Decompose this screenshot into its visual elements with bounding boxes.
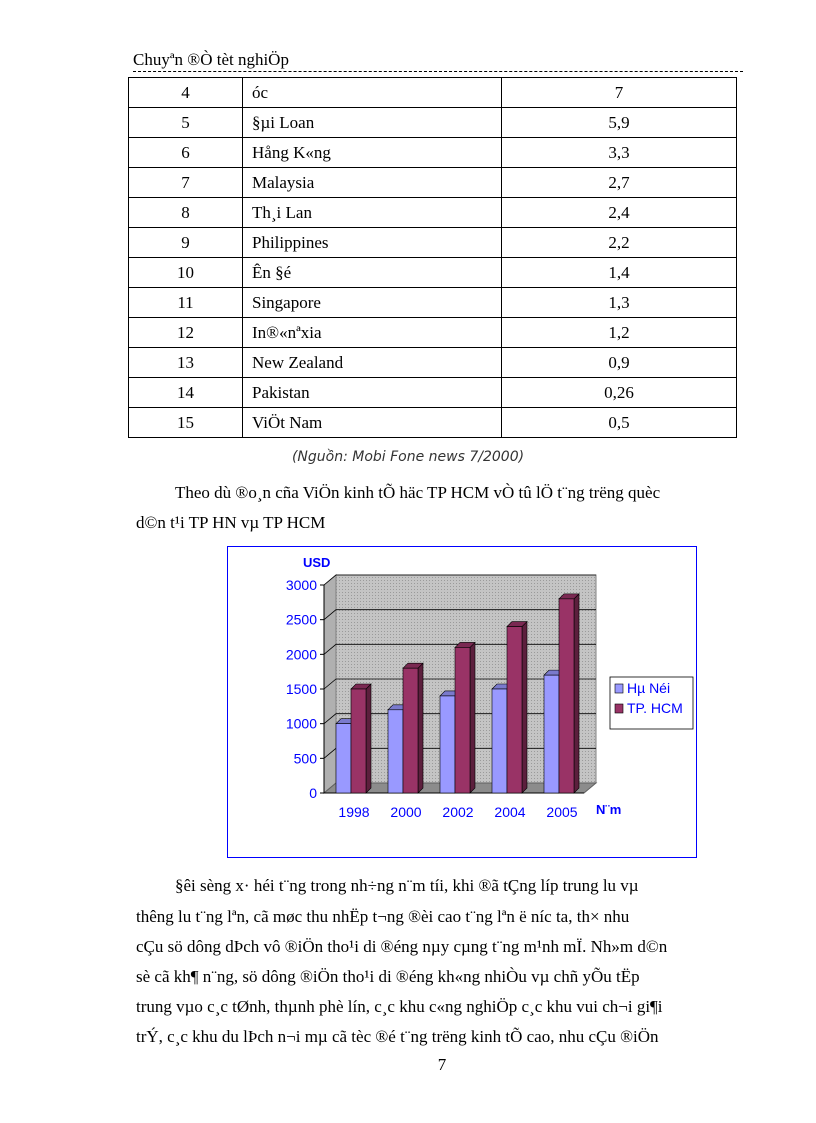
country-cell: Pakistan	[243, 378, 502, 408]
table-row	[129, 288, 737, 318]
body-line: trÝ, c¸c khu du lÞch n¬i mµ cã tèc ®é t¨ng trëng kinh tÕ cao, nhu cÇu ®iÖn	[136, 1027, 659, 1046]
y-tick-label: 1000	[285, 715, 317, 732]
bar	[507, 627, 522, 793]
country-cell: Singapore	[243, 288, 502, 318]
bar	[351, 689, 366, 793]
y-tick-label: 1500	[285, 681, 317, 697]
country-cell: In®«nªxia	[243, 318, 502, 348]
legend-label: TP. HCM	[627, 700, 683, 716]
country-cell: Th¸i Lan	[243, 198, 502, 228]
bar	[455, 647, 470, 793]
table-row	[129, 78, 737, 108]
rank-cell: 13	[129, 348, 243, 378]
rank-cell: 9	[129, 228, 243, 258]
value-cell: 3,3	[502, 138, 737, 168]
bar-side	[366, 684, 371, 793]
chart-frame	[227, 546, 697, 858]
bar-side	[574, 594, 579, 793]
header-rule	[133, 71, 743, 72]
y-tick-label: 3000	[285, 577, 317, 593]
value-cell: 0,26	[502, 378, 737, 408]
bar	[440, 696, 455, 793]
rank-cell: 14	[129, 378, 243, 408]
legend-swatch	[615, 684, 623, 693]
rank-cell: 12	[129, 318, 243, 348]
document-header: Chuyªn ®Ò tèt nghiÖp	[133, 50, 289, 69]
bar	[492, 689, 507, 793]
table-row	[129, 168, 737, 198]
body-line: cÇu sö dông dÞch vô ®iÖn tho¹i di ®éng nµy cµng t¨ng m¹nh mÏ. Nh»m d©n	[136, 937, 668, 956]
x-axis-title: N¨m	[596, 802, 622, 817]
bar	[403, 668, 418, 793]
bar	[388, 710, 403, 793]
table-row	[129, 228, 737, 258]
table-row	[129, 108, 737, 138]
country-cell: ViÖt Nam	[243, 408, 502, 438]
x-tick-label: 1998	[338, 804, 370, 820]
country-cell: §µi Loan	[243, 108, 502, 138]
country-cell: Ên §é	[243, 258, 502, 288]
body-line: §êi sèng x· héi t¨ng trong nh÷ng n¨m tíi, khi ®ã tÇng líp trung lu vµ	[175, 876, 639, 895]
x-tick-label: 2004	[494, 804, 526, 820]
value-cell: 7	[502, 78, 737, 108]
table-row	[129, 138, 737, 168]
value-cell: 1,3	[502, 288, 737, 318]
y-tick-label: 2000	[285, 646, 317, 663]
rank-cell: 7	[129, 168, 243, 198]
value-cell: 5,9	[502, 108, 737, 138]
page-number: 7	[437, 1055, 447, 1074]
rank-cell: 10	[129, 258, 243, 288]
y-tick-label: 2500	[285, 611, 317, 628]
bar	[559, 599, 574, 793]
value-cell: 2,2	[502, 228, 737, 258]
rank-cell: 4	[129, 78, 243, 108]
table-row	[129, 258, 737, 288]
bar-side	[470, 642, 475, 793]
rank-cell: 11	[129, 288, 243, 318]
table-row	[129, 408, 737, 438]
y-tick-label: 500	[293, 750, 317, 767]
x-tick-label: 2000	[390, 804, 422, 820]
table-row	[129, 378, 737, 408]
bar	[336, 724, 351, 793]
value-cell: 1,4	[502, 258, 737, 288]
table-body	[129, 78, 737, 438]
intro-line-2: d©n t¹i TP HN vµ TP HCM	[136, 513, 326, 532]
rank-cell: 6	[129, 138, 243, 168]
bar-chart	[228, 547, 696, 857]
legend-swatch	[615, 704, 623, 713]
rank-cell: 5	[129, 108, 243, 138]
x-tick-label: 2002	[442, 804, 474, 820]
value-cell: 0,5	[502, 408, 737, 438]
value-cell: 1,2	[502, 318, 737, 348]
country-cell: Philippines	[243, 228, 502, 258]
legend-label: Hµ Néi	[627, 680, 671, 696]
country-cell: New Zealand	[243, 348, 502, 378]
body-line: thêng lu t¨ng lªn, cã møc thu nhËp t¬ng ®èi cao t¨ng lªn ë níc ta, th× nhu	[136, 907, 630, 926]
bar-side	[418, 663, 423, 793]
rank-cell: 8	[129, 198, 243, 228]
y-tick-label: 0	[309, 785, 317, 801]
body-line: sè cã kh¶ n¨ng, sö dông ®iÖn tho¹i di ®éng kh«ng nhiÒu vµ chñ yÕu tËp	[136, 967, 640, 986]
value-cell: 0,9	[502, 348, 737, 378]
country-cell: Hång K«ng	[243, 138, 502, 168]
source-note: (Nguồn: Mobi Fone news 7/2000)	[291, 449, 525, 465]
y-axis-title: USD	[303, 555, 331, 570]
table-row	[129, 198, 737, 228]
table-row	[129, 318, 737, 348]
rank-cell: 15	[129, 408, 243, 438]
x-tick-label: 2005	[546, 804, 578, 820]
country-ranking-table	[128, 77, 737, 438]
intro-line-1: Theo dù ®o¸n cña ViÖn kinh tÕ häc TP HCM vÒ tû lÖ t¨ng trëng quèc	[175, 483, 661, 502]
value-cell: 2,4	[502, 198, 737, 228]
country-cell: óc	[243, 78, 502, 108]
country-cell: Malaysia	[243, 168, 502, 198]
body-line: trung vµo c¸c tØnh, thµnh phè lín, c¸c khu c«ng nghiÖp c¸c khu vui ch¬i gi¶i	[136, 997, 663, 1016]
bar-side	[522, 622, 527, 793]
bar	[544, 675, 559, 793]
value-cell: 2,7	[502, 168, 737, 198]
table-row	[129, 348, 737, 378]
